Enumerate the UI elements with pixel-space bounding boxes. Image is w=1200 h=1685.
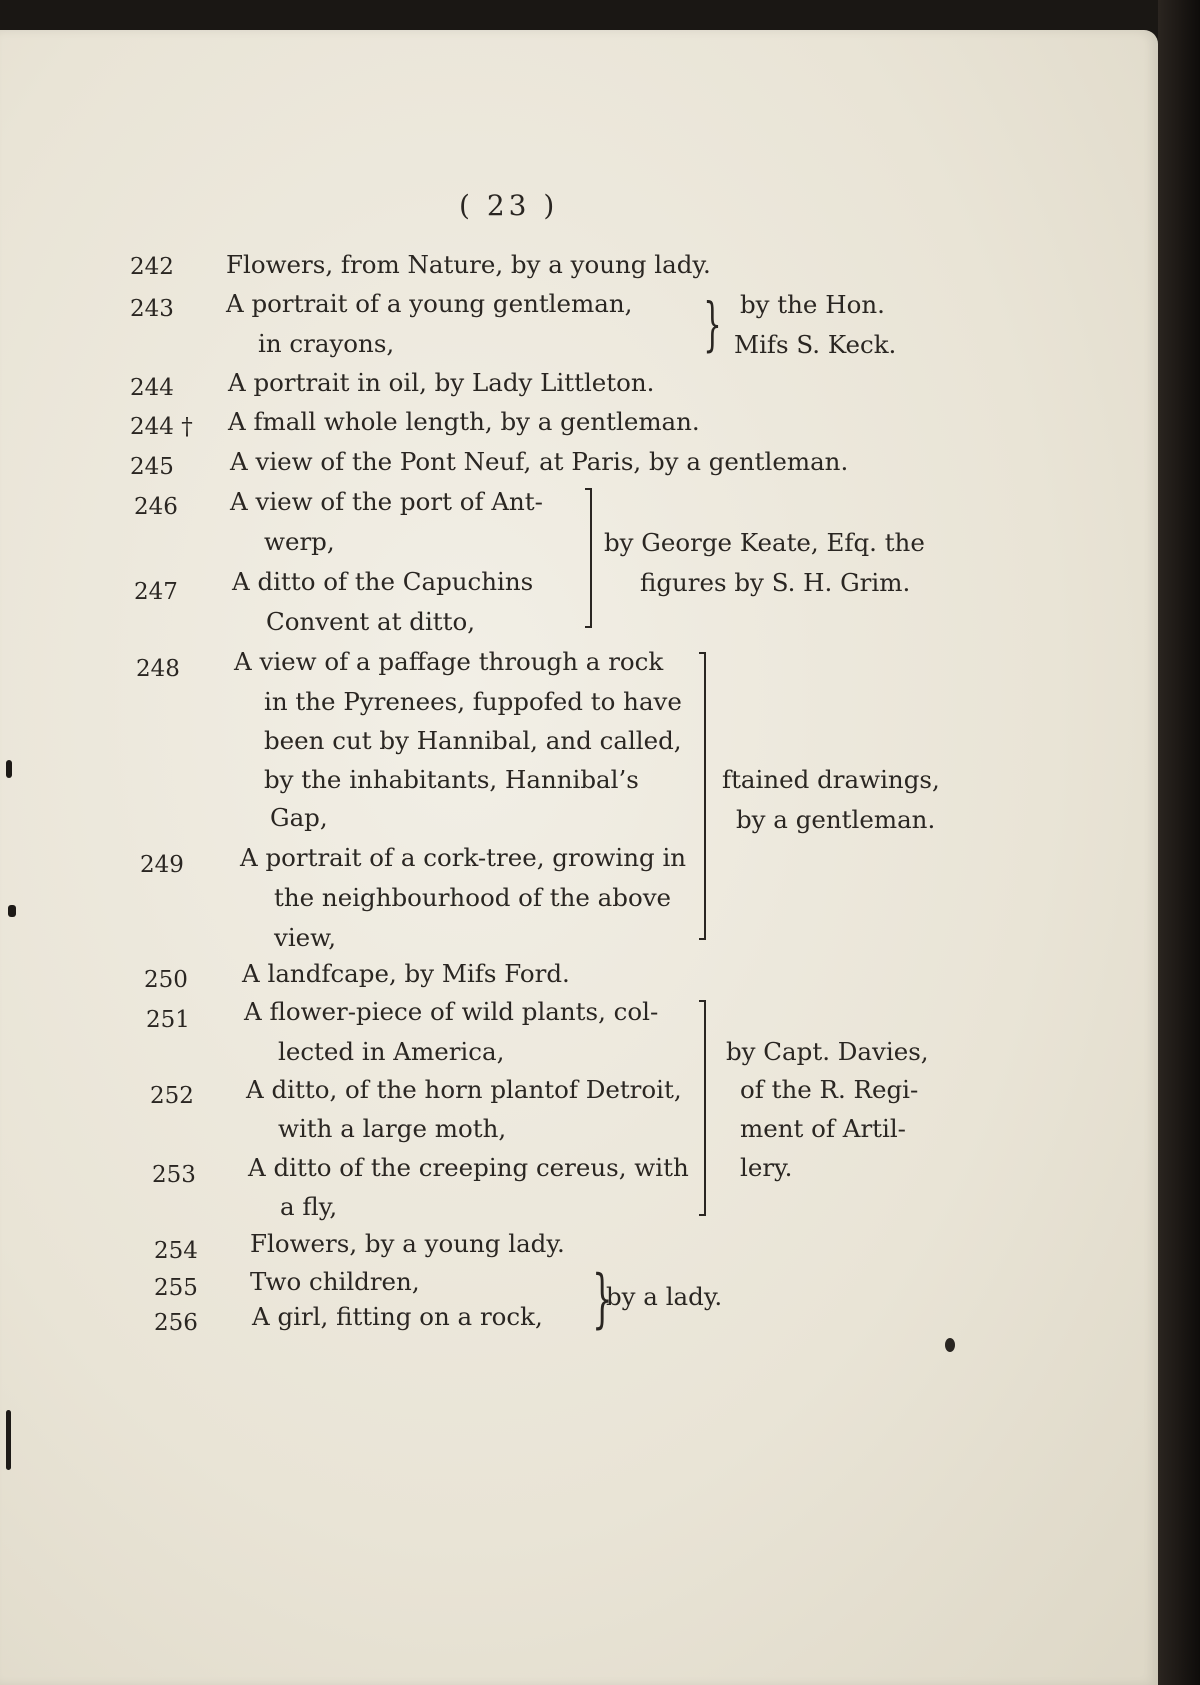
entry-text: Two children, — [250, 1267, 420, 1296]
entry-number: 245 — [130, 454, 174, 480]
entry-number: 254 — [154, 1238, 198, 1264]
entry-text: A view of the port of Ant- — [230, 487, 543, 516]
group-bracket — [586, 488, 592, 628]
entry-text: in crayons, — [258, 329, 395, 358]
entry-number: 244 † — [130, 414, 193, 440]
group-text: ftained drawings, — [722, 765, 940, 794]
page-number: ( 23 ) — [459, 189, 559, 222]
entry-number: 252 — [150, 1083, 194, 1109]
group-text: by a lady. — [606, 1282, 723, 1311]
entry-text: A ditto, of the horn plantof Detroit, — [246, 1075, 682, 1104]
group-text: by George Keate, Efq. the — [604, 528, 925, 557]
entry-text: A view of the Pont Neuf, at Paris, by a gentleman. — [230, 447, 849, 476]
entry-number: 256 — [154, 1310, 198, 1336]
entry-text: a fly, — [280, 1192, 338, 1221]
group-text: lery. — [740, 1153, 793, 1182]
entry-text: view, — [274, 923, 337, 952]
group-bracket — [700, 652, 706, 940]
entry-text: Gap, — [270, 803, 328, 832]
entry-text: A flower-piece of wild plants, col- — [244, 997, 659, 1026]
entry-text: A view of a paffage through a rock — [234, 647, 664, 676]
group-text: by Capt. Davies, — [726, 1037, 929, 1066]
entry-text: Convent at ditto, — [266, 607, 476, 636]
entry-number: 250 — [144, 967, 188, 993]
group-text: ment of Artil- — [740, 1114, 906, 1143]
entry-number: 246 — [134, 494, 178, 520]
entry-number: 243 — [130, 296, 174, 322]
entry-number: 242 — [130, 254, 174, 280]
group-text: figures by S. H. Grim. — [640, 568, 911, 597]
artist-text: Mifs S. Keck. — [734, 330, 897, 359]
entry-text: with a large moth, — [278, 1114, 507, 1143]
entry-text: A portrait of a young gentleman, — [226, 289, 633, 318]
artist-text: by the Hon. — [740, 290, 885, 319]
entry-text: Flowers, from Nature, by a young lady. — [226, 250, 711, 279]
binding-mark — [6, 760, 12, 778]
entry-text: A girl, fitting on a rock, — [252, 1302, 543, 1331]
entry-text: in the Pyrenees, fuppofed to have — [264, 687, 682, 716]
group-bracket — [700, 1000, 706, 1216]
brace: } — [703, 290, 722, 358]
brace: } — [592, 1262, 613, 1336]
entry-text: lected in America, — [278, 1037, 505, 1066]
entry-text: A portrait in oil, by Lady Littleton. — [228, 368, 655, 397]
entry-number: 251 — [146, 1007, 190, 1033]
binding-mark — [6, 1410, 11, 1470]
entry-text: the neighbourhood of the above — [274, 883, 672, 912]
entry-text: A portrait of a cork-tree, growing in — [240, 843, 687, 872]
entry-text: by the inhabitants, Hannibal’s — [264, 765, 639, 794]
entry-number: 253 — [152, 1162, 196, 1188]
entry-text: A fmall whole length, by a gentleman. — [228, 407, 700, 436]
group-text: of the R. Regi- — [740, 1075, 919, 1104]
entry-number: 244 — [130, 375, 174, 401]
entry-text: been cut by Hannibal, and called, — [264, 726, 682, 755]
entry-number: 248 — [136, 656, 180, 682]
entry-number: 247 — [134, 579, 178, 605]
entry-text: A ditto of the creeping cereus, with — [248, 1153, 689, 1182]
ink-speck — [945, 1338, 955, 1352]
scan-edge — [1158, 0, 1200, 1685]
entry-text: A ditto of the Capuchins — [232, 567, 534, 596]
entry-number: 249 — [140, 852, 184, 878]
entry-text: werp, — [264, 527, 335, 556]
entry-text: Flowers, by a young lady. — [250, 1229, 565, 1258]
entry-text: A landfcape, by Mifs Ford. — [242, 959, 570, 988]
entry-number: 255 — [154, 1275, 198, 1301]
group-text: by a gentleman. — [736, 805, 936, 834]
binding-mark — [8, 905, 16, 917]
